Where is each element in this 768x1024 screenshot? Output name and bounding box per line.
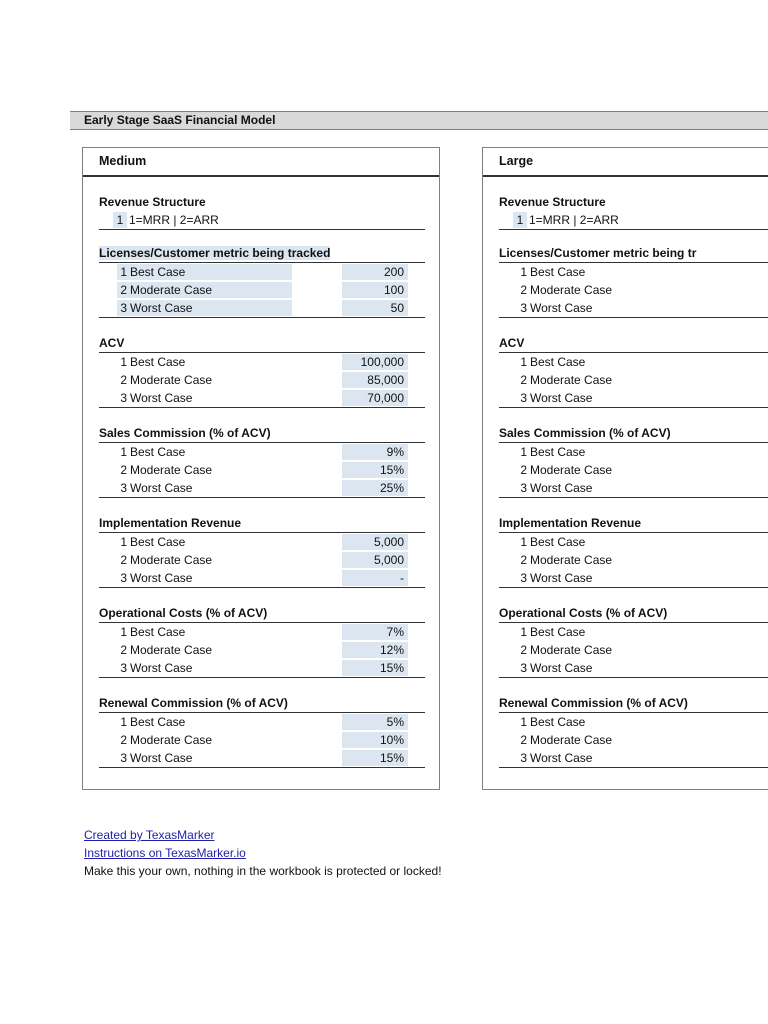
assumption-section — [99, 604, 425, 678]
scenario-value-input[interactable]: 25% — [342, 480, 408, 496]
scenario-row — [499, 389, 768, 408]
scenario-number: 3 — [120, 391, 127, 405]
scenario-number: 2 — [120, 283, 127, 297]
panel-medium — [82, 147, 440, 790]
scenario-value-input[interactable]: 10% — [342, 732, 408, 748]
scenario-number: 1 — [520, 355, 527, 369]
scenario-value-input[interactable]: - — [342, 570, 408, 586]
scenario-label: Moderate Case — [530, 733, 613, 747]
scenario-label: Moderate Case — [130, 733, 213, 747]
scenario-value-input[interactable]: 100,000 — [342, 354, 408, 370]
scenario-value-input[interactable]: 5,000 — [342, 552, 408, 568]
footer — [84, 826, 442, 880]
scenario-row — [99, 461, 425, 479]
scenario-number: 3 — [520, 391, 527, 405]
scenario-label: Worst Case — [530, 571, 593, 585]
section-title: Renewal Commission (% of ACV) — [99, 694, 425, 713]
scenario-row — [499, 281, 768, 299]
scenario-number: 2 — [520, 733, 527, 747]
scenario-number: 2 — [520, 463, 527, 477]
revenue-structure-input[interactable]: 1 — [113, 212, 127, 228]
scenario-number: 1 — [120, 355, 127, 369]
scenario-number: 3 — [520, 571, 527, 585]
scenario-row — [99, 659, 425, 678]
scenario-number: 1 — [120, 535, 127, 549]
scenario-label: Worst Case — [130, 661, 193, 675]
scenario-row — [499, 461, 768, 479]
scenario-label: Moderate Case — [530, 553, 613, 567]
scenario-row — [499, 641, 768, 659]
scenario-row — [499, 533, 768, 551]
revenue-structure-input[interactable]: 1 — [513, 212, 527, 228]
scenario-number: 2 — [120, 643, 127, 657]
scenario-row — [499, 659, 768, 678]
scenario-number: 3 — [520, 301, 527, 315]
scenario-row — [499, 263, 768, 281]
panel-title: Medium — [83, 148, 439, 177]
scenario-number: 3 — [120, 301, 127, 315]
section-title: Implementation Revenue — [499, 514, 768, 533]
scenario-label: Moderate Case — [530, 283, 613, 297]
scenario-label: Moderate Case — [530, 643, 613, 657]
scenario-number: 1 — [120, 715, 127, 729]
scenario-label: Best Case — [130, 265, 186, 279]
scenario-label: Moderate Case — [530, 373, 613, 387]
scenario-number: 1 — [520, 265, 527, 279]
scenario-row — [99, 551, 425, 569]
scenario-value-input[interactable]: 5% — [342, 714, 408, 730]
scenario-label: Moderate Case — [530, 463, 613, 477]
scenario-number: 1 — [120, 625, 127, 639]
scenario-label: Moderate Case — [130, 643, 213, 657]
scenario-number: 1 — [520, 535, 527, 549]
scenario-label: Worst Case — [130, 391, 193, 405]
scenario-label: Best Case — [130, 625, 186, 639]
scenario-value-input[interactable]: 85,000 — [342, 372, 408, 388]
scenario-row — [99, 623, 425, 641]
scenario-row — [499, 569, 768, 588]
scenario-row — [99, 533, 425, 551]
scenario-row — [99, 353, 425, 371]
scenario-number: 3 — [520, 751, 527, 765]
scenario-number: 2 — [520, 553, 527, 567]
scenario-row — [499, 713, 768, 731]
scenario-value-input[interactable]: 50 — [342, 300, 408, 316]
section-title: Operational Costs (% of ACV) — [99, 604, 425, 623]
scenario-number: 3 — [120, 481, 127, 495]
revenue-structure-row — [99, 211, 425, 230]
scenario-row — [99, 263, 425, 281]
scenario-row — [499, 353, 768, 371]
scenario-label: Best Case — [530, 445, 586, 459]
assumption-section — [99, 334, 425, 408]
scenario-value-input[interactable]: 15% — [342, 750, 408, 766]
scenario-number: 2 — [520, 643, 527, 657]
section-title: Licenses/Customer metric being tracked — [99, 244, 425, 263]
created-by-link[interactable]: Created by TexasMarker — [84, 828, 215, 842]
scenario-number: 1 — [520, 715, 527, 729]
scenario-row — [99, 443, 425, 461]
scenario-number: 3 — [120, 661, 127, 675]
scenario-value-input[interactable]: 15% — [342, 660, 408, 676]
scenario-number: 3 — [520, 661, 527, 675]
scenario-number: 1 — [120, 265, 127, 279]
scenario-value-input[interactable]: 70,000 — [342, 390, 408, 406]
scenario-row — [499, 731, 768, 749]
scenario-row — [99, 281, 425, 299]
model-title: Early Stage SaaS Financial Model — [70, 111, 768, 130]
scenario-row — [499, 299, 768, 318]
scenario-label: Moderate Case — [130, 553, 213, 567]
scenario-value-input[interactable]: 15% — [342, 462, 408, 478]
assumption-section — [499, 514, 768, 588]
scenario-label: Worst Case — [130, 301, 193, 315]
scenario-row — [499, 623, 768, 641]
scenario-label: Best Case — [530, 355, 586, 369]
revenue-structure-section — [499, 193, 768, 230]
scenario-number: 1 — [520, 625, 527, 639]
scenario-row — [499, 551, 768, 569]
panel-title: Large — [483, 148, 768, 177]
scenario-label: Best Case — [130, 445, 186, 459]
scenario-label: Worst Case — [530, 481, 593, 495]
scenario-number: 2 — [520, 283, 527, 297]
section-title: Sales Commission (% of ACV) — [99, 424, 425, 443]
scenario-number: 1 — [120, 445, 127, 459]
assumption-section — [499, 334, 768, 408]
scenario-row — [99, 641, 425, 659]
scenario-row — [99, 713, 425, 731]
scenario-row — [499, 443, 768, 461]
scenario-value-input[interactable]: 9% — [342, 444, 408, 460]
scenario-row — [499, 479, 768, 498]
footer-note: Make this your own, nothing in the workbook is protected or locked! — [84, 864, 442, 878]
section-title: Revenue Structure — [499, 195, 606, 209]
instructions-link[interactable]: Instructions on TexasMarker.io — [84, 846, 246, 860]
scenario-label: Moderate Case — [130, 283, 213, 297]
scenario-label: Worst Case — [130, 481, 193, 495]
scenario-label: Worst Case — [530, 301, 593, 315]
scenario-value-input[interactable]: 200 — [342, 264, 408, 280]
scenario-label: Moderate Case — [130, 463, 213, 477]
scenario-number: 3 — [120, 571, 127, 585]
section-title: Revenue Structure — [99, 195, 206, 209]
scenario-label: Moderate Case — [130, 373, 213, 387]
scenario-row — [499, 749, 768, 768]
scenario-label: Worst Case — [530, 661, 593, 675]
scenario-row — [499, 371, 768, 389]
scenario-value-input[interactable]: 100 — [342, 282, 408, 298]
section-title: Renewal Commission (% of ACV) — [499, 694, 768, 713]
revenue-structure-legend: 1=MRR | 2=ARR — [529, 213, 619, 227]
scenario-value-input[interactable]: 12% — [342, 642, 408, 658]
scenario-row — [99, 299, 425, 318]
revenue-structure-legend: 1=MRR | 2=ARR — [129, 213, 219, 227]
assumption-section — [499, 244, 768, 318]
scenario-label: Best Case — [130, 355, 186, 369]
section-title: Sales Commission (% of ACV) — [499, 424, 768, 443]
scenario-number: 2 — [120, 553, 127, 567]
scenario-row — [99, 389, 425, 408]
scenario-label: Worst Case — [130, 571, 193, 585]
scenario-label: Best Case — [130, 715, 186, 729]
scenario-number: 2 — [120, 733, 127, 747]
scenario-label: Best Case — [530, 715, 586, 729]
assumption-section — [99, 694, 425, 768]
revenue-structure-row — [499, 211, 768, 230]
scenario-label: Best Case — [530, 265, 586, 279]
scenario-value-input[interactable]: 5,000 — [342, 534, 408, 550]
scenario-label: Worst Case — [530, 751, 593, 765]
scenario-row — [99, 731, 425, 749]
scenario-row — [99, 569, 425, 588]
scenario-label: Worst Case — [530, 391, 593, 405]
scenario-row — [99, 371, 425, 389]
scenario-number: 3 — [120, 751, 127, 765]
assumption-section — [99, 244, 425, 318]
scenario-label: Best Case — [530, 535, 586, 549]
scenario-row — [99, 749, 425, 768]
scenario-number: 3 — [520, 481, 527, 495]
scenario-number: 2 — [520, 373, 527, 387]
section-title: Implementation Revenue — [99, 514, 425, 533]
scenario-row — [99, 479, 425, 498]
panel-large — [482, 147, 768, 790]
section-title: Operational Costs (% of ACV) — [499, 604, 768, 623]
section-title: ACV — [99, 334, 425, 353]
revenue-structure-section — [99, 193, 425, 230]
assumption-section — [499, 604, 768, 678]
scenario-label: Worst Case — [130, 751, 193, 765]
assumption-section — [99, 424, 425, 498]
assumption-section — [99, 514, 425, 588]
assumption-section — [499, 424, 768, 498]
scenario-number: 2 — [120, 373, 127, 387]
scenario-number: 2 — [120, 463, 127, 477]
section-title: Licenses/Customer metric being tr — [499, 244, 768, 263]
assumption-section — [499, 694, 768, 768]
scenario-value-input[interactable]: 7% — [342, 624, 408, 640]
scenario-label: Best Case — [530, 625, 586, 639]
scenario-label: Best Case — [130, 535, 186, 549]
section-title: ACV — [499, 334, 768, 353]
scenario-number: 1 — [520, 445, 527, 459]
